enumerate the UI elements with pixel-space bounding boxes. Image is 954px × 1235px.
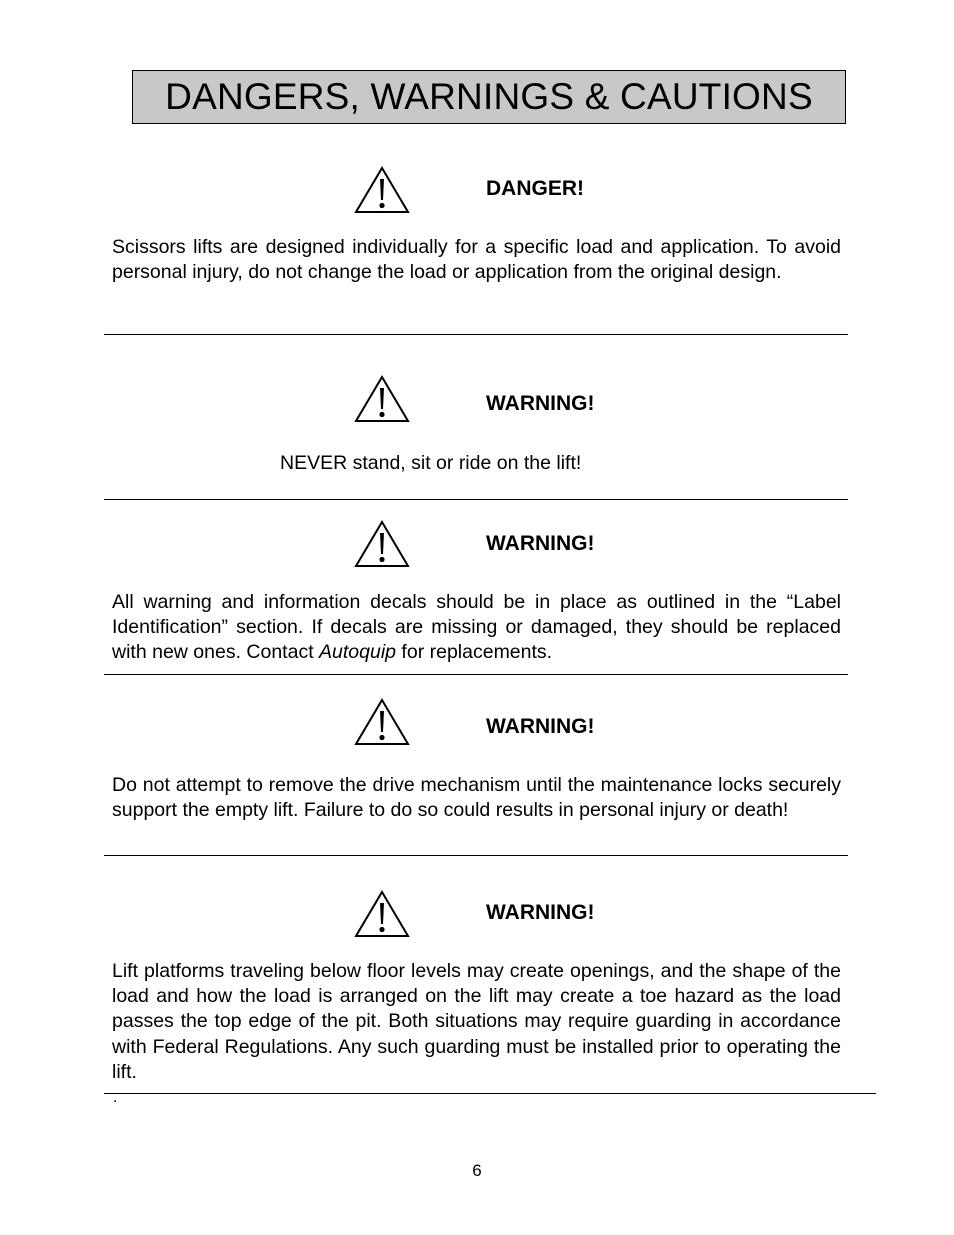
page-title-box [132, 70, 846, 124]
warning-triangle-icon [354, 890, 410, 938]
section-text-warning: Lift platforms traveling below floor levels may create openings, and the shape of the load and how the load is arranged on the lift may create a toe hazard as the load passes the top edge of the pit. Both situations may require guarding in accordance with Federal Regulations. Any such guarding must be installed prior to operating the lift. [112, 960, 841, 1083]
section-divider [104, 855, 848, 856]
section-heading-warning: WARNING! [486, 901, 595, 924]
section-divider [104, 334, 848, 335]
section-heading-danger: DANGER! [486, 177, 584, 200]
warning-triangle-icon [354, 520, 410, 568]
section-divider [104, 499, 848, 500]
page-title: DANGERS, WARNINGS & CAUTIONS [165, 76, 813, 117]
section-text-part: All warning and information decals should be in place as outlined in the “Label Identification” section. If decals are missing or damaged, they should be replaced with new ones. Contact [112, 591, 841, 664]
page-number: 6 [472, 1161, 482, 1180]
section-text-part: for replacements. [396, 641, 553, 664]
section-heading-warning: WARNING! [486, 392, 595, 415]
section-divider [104, 1093, 876, 1094]
section-divider [104, 674, 848, 675]
warning-triangle-icon [354, 698, 410, 746]
brand-name: Autoquip [319, 641, 397, 664]
stray-mark: . [113, 1089, 118, 1106]
warning-triangle-icon [354, 166, 410, 214]
section-heading-warning: WARNING! [486, 532, 595, 555]
section-heading-warning: WARNING! [486, 715, 595, 738]
section-text-warning: Do not attempt to remove the drive mechanism until the maintenance locks securely support the empty lift. Failure to do so could results in personal injury or death! [112, 774, 841, 822]
warning-triangle-icon [354, 375, 410, 423]
section-text-warning: NEVER stand, sit or ride on the lift! [280, 452, 582, 474]
section-text-danger: Scissors lifts are designed individually for a specific load and application. To avoid personal injury, do not change the load or application from the original design. [112, 236, 841, 284]
section-text-warning [112, 590, 841, 666]
